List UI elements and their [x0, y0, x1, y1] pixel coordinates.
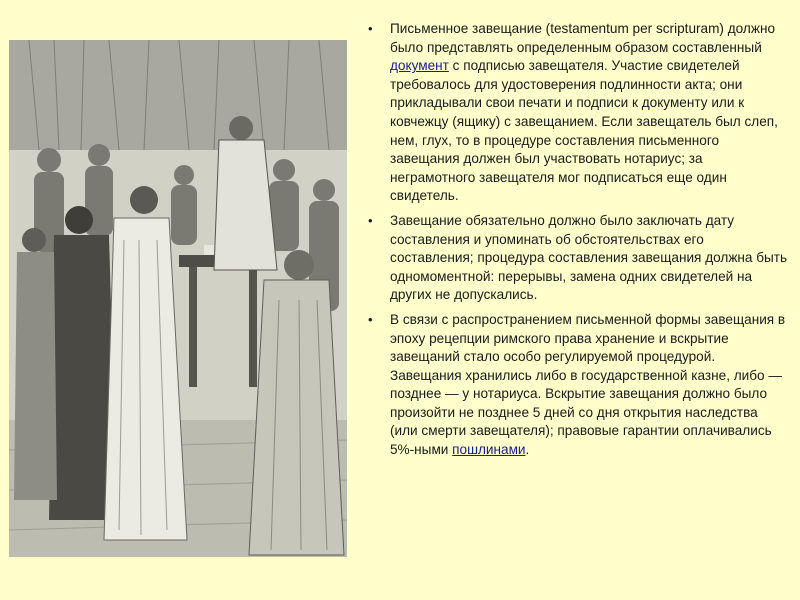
bullet-dot: • [368, 311, 373, 327]
bullet-text: В связи с распространением письменной формы завещания в эпоху рецепции римского права хранение и вскрытие завещаний стало особо регулируемой процедурой. Завещания хранились либо в государственной казне, либо — позднее — у нотариуса. Вскрытие завещания должно было произойти не позднее 5 дней со дня открытия наследства (или смерти завещателя); правовые гарантии оплачивались 5%-ными [390, 311, 786, 458]
bullet-item [368, 20, 788, 206]
bullet-text: . [525, 442, 530, 458]
inline-link[interactable]: документ [390, 58, 449, 74]
text-content [368, 20, 788, 466]
inline-link[interactable]: пошлинами [452, 442, 526, 458]
bullet-dot: • [368, 21, 373, 36]
bullet-text: Письменное завещание (testamentum per scripturam) должно было представлять определенным образом составленный [390, 21, 776, 55]
bullet-text: Завещание обязательно должно было заключать дату составления и упоминать об обстоятельствах его составления; процедура составления завещания должна быть одномоментной: перерывы, замена одних свидетелей на других не допускались. [390, 212, 788, 303]
bullet-dot: • [368, 212, 373, 228]
engraving-illustration [9, 40, 347, 557]
roman-testament-engraving-icon [9, 40, 347, 557]
bullet-item [368, 212, 788, 305]
bullet-text: с подписью завещателя. Участие свидетелей требовалось для удостоверения подлинности акта; они прикладывали свои печати и подписи к документу или к ковчежцу (ящику) с завещанием. Если завещатель был слеп, нем, глух, то в процедуре составления письменного завещания должен был участвовать нотариус; за неграмотного завещателя мог подписаться еще один свидетель. [390, 58, 778, 204]
bullet-item [368, 311, 788, 460]
bullet-list [368, 20, 788, 460]
